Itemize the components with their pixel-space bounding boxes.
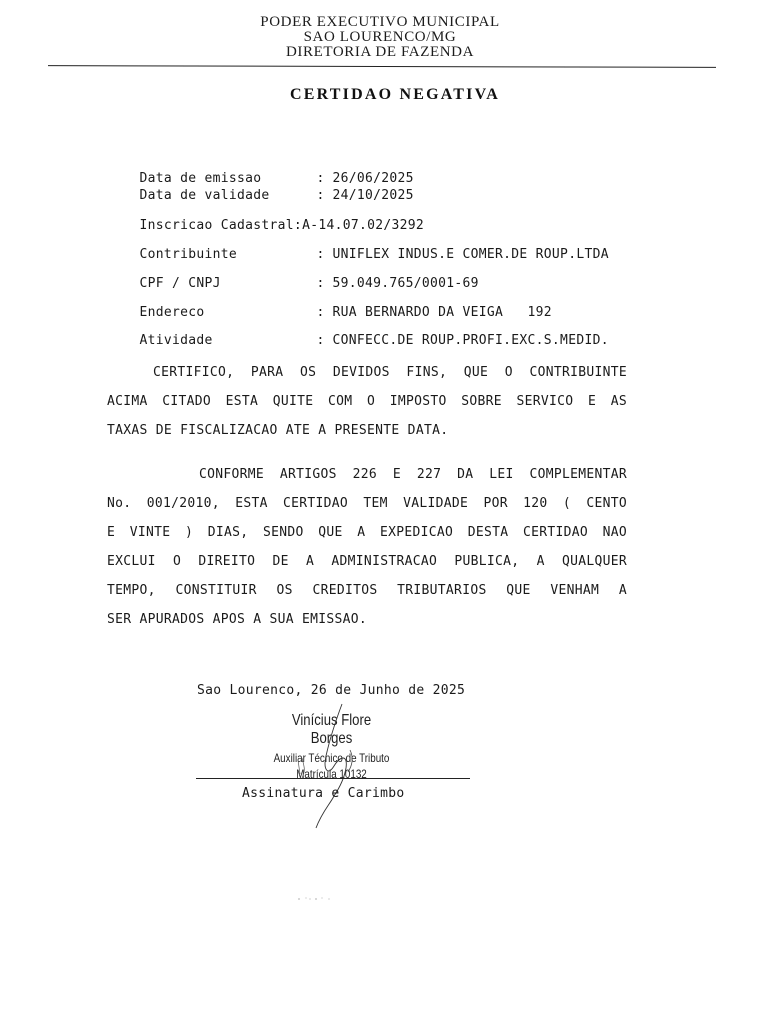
- field-atividade: [107, 318, 609, 363]
- paragraph-line: TAXAS DE FISCALIZACAO ATE A PRESENTE DATA.: [107, 423, 449, 438]
- field-colon: :: [316, 171, 325, 186]
- field-colon: :: [316, 333, 325, 348]
- certification-paragraph: [107, 364, 627, 451]
- stamp-role: Auxiliar Técnico de Tributo: [273, 751, 390, 765]
- field-value: 59.049.765/0001-69: [332, 276, 479, 291]
- signature-caption: Assinatura e Carimbo: [242, 786, 405, 801]
- header-divider: [48, 65, 716, 68]
- paragraph-line: CERTIFICO, PARA OS DEVIDOS FINS, QUE O CONTRIBUINTE: [153, 365, 627, 380]
- paragraph-line: EXCLUI O DIREITO DE A ADMINISTRACAO PUBLICA, A QUALQUER: [107, 554, 627, 569]
- field-colon: :: [316, 305, 325, 320]
- scan-specks: [296, 895, 336, 903]
- header-line-1: PODER EXECUTIVO MUNICIPAL: [260, 14, 500, 30]
- paragraph-line: TEMPO, CONSTITUIR OS CREDITOS TRIBUTARIOS QUE VENHAM A: [107, 583, 627, 598]
- paragraph-line: CONFORME ARTIGOS 226 E 227 DA LEI COMPLEMENTAR: [199, 467, 627, 482]
- field-label: Data de validade: [139, 188, 270, 203]
- field-colon: :: [316, 247, 325, 262]
- signature-line: [196, 778, 470, 779]
- field-label: CPF / CNPJ: [139, 276, 221, 291]
- field-label: Atividade: [139, 333, 213, 348]
- field-colon: :: [316, 188, 325, 203]
- field-value: CONFECC.DE ROUP.PROFI.EXC.S.MEDID.: [332, 333, 609, 348]
- validity-paragraph: [107, 466, 627, 640]
- field-label: Data de emissao: [139, 171, 262, 186]
- document-title: CERTIDAO NEGATIVA: [289, 86, 501, 103]
- field-value: RUA BERNARDO DA VEIGA 192: [332, 305, 552, 320]
- stamp-registration: Matrícula 10132: [296, 767, 367, 781]
- paragraph-line: ACIMA CITADO ESTA QUITE COM O IMPOSTO SOBRE SERVICO E AS: [107, 394, 627, 409]
- field-value: 24/10/2025: [332, 188, 414, 203]
- stamp-name: Vinícius Flore Borges: [291, 712, 372, 747]
- paragraph-line: E VINTE ) DIAS, SENDO QUE A EXPEDICAO DESTA CERTIDAO NAO: [107, 525, 627, 540]
- field-label: Endereco: [139, 305, 205, 320]
- field-value: A-14.07.02/3292: [302, 218, 424, 233]
- field-label: Inscricao Cadastral:: [139, 218, 303, 233]
- header-line-2: SAO LOURENCO/MG: [303, 29, 457, 45]
- field-value: 26/06/2025: [332, 171, 414, 186]
- field-value: UNIFLEX INDUS.E COMER.DE ROUP.LTDA: [332, 247, 609, 262]
- paragraph-line: SER APURADOS APOS A SUA EMISSAO.: [107, 612, 368, 627]
- handwritten-signature: [290, 700, 380, 840]
- header-line-3: DIRETORIA DE FAZENDA: [285, 44, 475, 60]
- paragraph-line: No. 001/2010, ESTA CERTIDAO TEM VALIDADE POR 120 ( CENTO: [107, 496, 627, 511]
- field-colon: :: [316, 276, 325, 291]
- field-label: Contribuinte: [139, 247, 238, 262]
- place-and-date: Sao Lourenco, 26 de Junho de 2025: [197, 683, 466, 698]
